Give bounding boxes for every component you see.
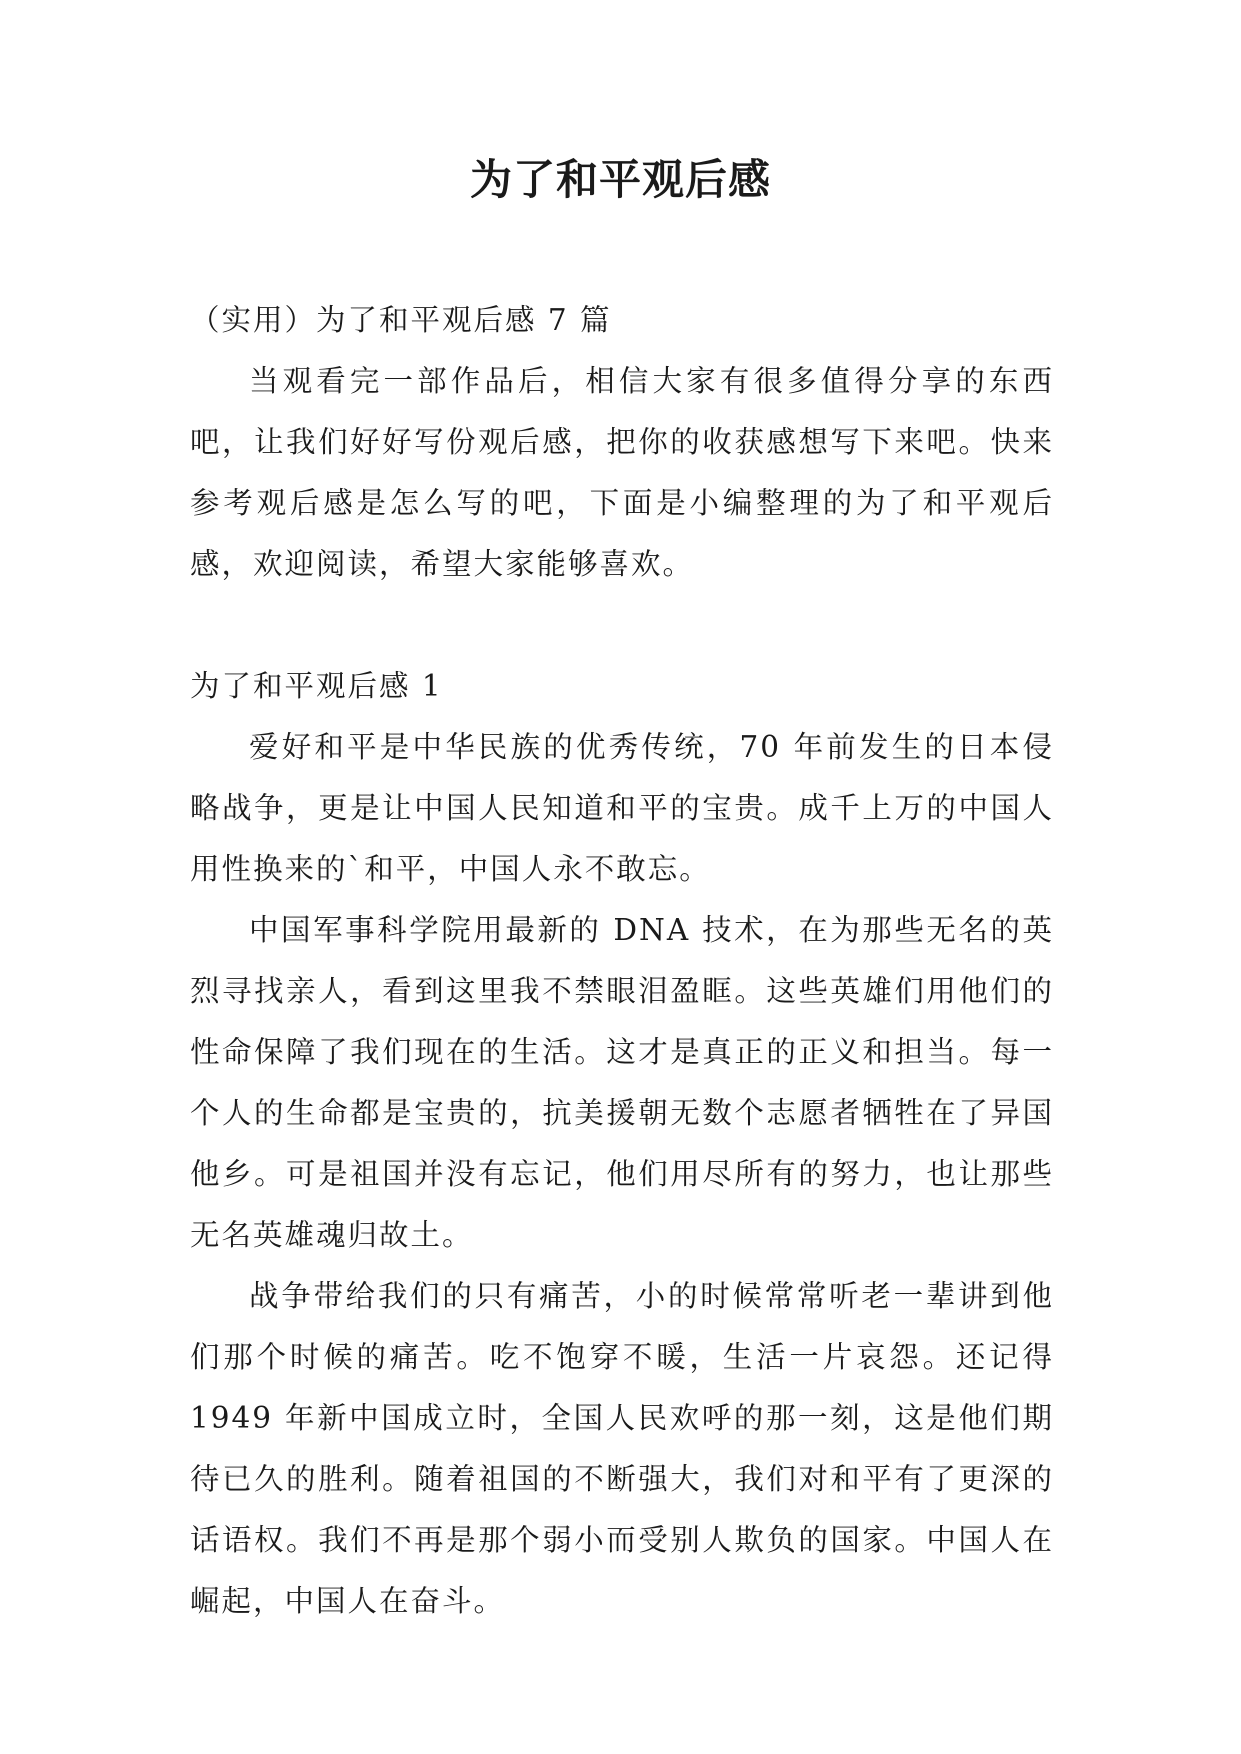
document-body (190, 290, 1054, 1632)
body-paragraph: 爱好和平是中华民族的优秀传统，70 年前发生的日本侵略战争，更是让中国人民知道和平的宝贵。成千上万的中国人用性换来的`和平，中国人永不敢忘。 (190, 730, 1054, 886)
body-paragraph: 中国军事科学院用最新的 DNA 技术，在为那些无名的英烈寻找亲人，看到这里我不禁眼泪盈眶。这些英雄们用他们的性命保障了我们现在的生活。这才是真正的正义和担当。每一个人的生命都是宝贵的，抗美援朝无数个志愿者牺牲在了异国他乡。可是祖国并没有忘记，他们用尽所有的努力，也让那些无名英雄魂归故土。 (190, 913, 1054, 1252)
document-title: 为了和平观后感 (469, 155, 771, 204)
document-subtitle: （实用）为了和平观后感 7 篇 (190, 303, 612, 337)
intro-paragraph: 当观看完一部作品后，相信大家有很多值得分享的东西吧，让我们好好写份观后感，把你的收获感想写下来吧。快来参考观后感是怎么写的吧，下面是小编整理的为了和平观后感，欢迎阅读，希望大家能够喜欢。 (190, 364, 1054, 581)
section-heading: 为了和平观后感 1 (190, 669, 443, 703)
body-paragraph: 战争带给我们的只有痛苦，小的时候常常听老一辈讲到他们那个时候的痛苦。吃不饱穿不暖，生活一片哀怨。还记得 1949 年新中国成立时，全国人民欢呼的那一刻，这是他们期待已久的胜利。随着祖国的不断强大，我们对和平有了更深的话语权。我们不再是那个弱小而受别人欺负的国家。中国人在崛起，中国人在奋斗。 (190, 1279, 1054, 1618)
